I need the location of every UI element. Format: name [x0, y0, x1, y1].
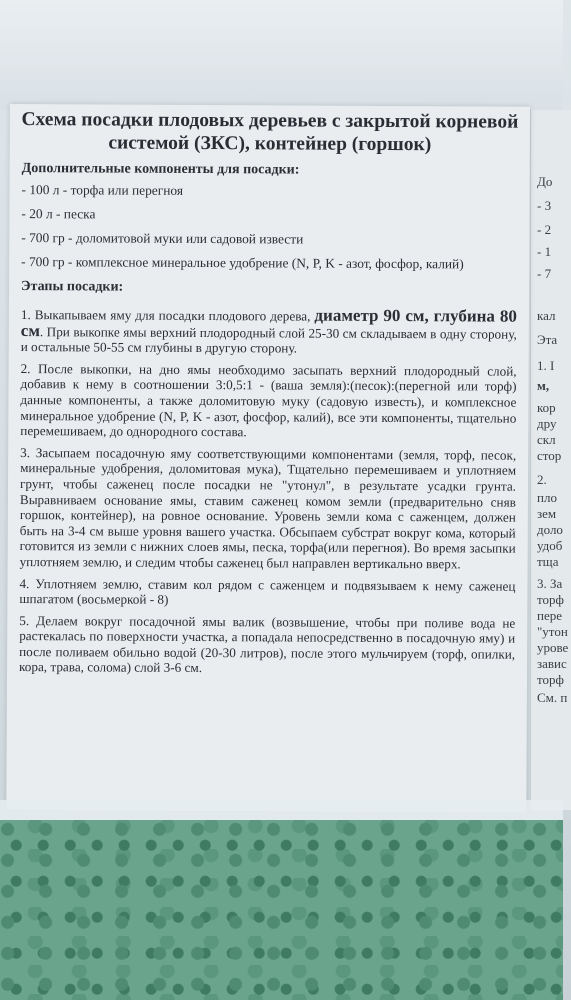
- side-fragment: Эта: [537, 332, 558, 347]
- side-fragment: тща: [537, 554, 559, 569]
- component-item: - 700 гр - доломитовой муки или садовой извести: [21, 230, 304, 247]
- planting-instructions-sheet: [6, 104, 530, 813]
- side-fragment: "утон: [537, 624, 568, 639]
- side-fragment: 3. За: [537, 576, 563, 591]
- step-3: 3. Засыпаем посадочную яму соответствующими компонентами (земля, торф, песок, минеральные удобрения, доломитовая мука), Тщательно перемешиваем и уплотняем грунт, чтобы саженец после посадки не "утонул", в результате усадки грунта. Выравниваем основание ямы, ставим саженец комом земли (предварительно сняв горшок, контейнер), на ровное основание. Уровень земли кома с саженцем, должен быть на 3-4 см выше уровня вашего участка. Обсыпаем субстрат вокруг кома, который готовится из земли с нижних слоев ямы, песка, торфа(или перегноя). Во время засыпки уплотняем землю, и следим чтобы саженец был направлен вертикально вверх.: [19, 444, 517, 572]
- side-fragment: скл: [537, 432, 556, 447]
- component-item: - 700 гр - комплексное минеральное удобрение (N, P, K - азот, фосфор, калий): [21, 254, 464, 272]
- side-fragment: - 3: [537, 198, 552, 213]
- side-fragment: 2.: [537, 472, 547, 487]
- components-heading: Дополнительные компоненты для посадки:: [21, 161, 300, 178]
- side-fragment: дру: [537, 416, 557, 431]
- side-fragment: кор: [537, 400, 556, 415]
- side-fragment: пере: [537, 608, 562, 623]
- step-1-suffix: . При выкопке ямы верхний плодородный слой 25-30 см складываем в одну сторону, и остальные 50-55 см глубины в другую сторону.: [20, 323, 517, 356]
- step-1-prefix: 1. Выкапываем яму для посадки плодового дерева,: [20, 307, 311, 324]
- side-fragment: - 2: [537, 222, 552, 237]
- step-1-dimensions: диаметр 90 см, глубина 80 см: [20, 305, 517, 340]
- notice-board-surface: [0, 820, 563, 1000]
- side-fragment: м,: [537, 378, 550, 393]
- step-1: [21, 306, 517, 357]
- side-fragment: 1. I: [537, 358, 555, 373]
- component-item: - 20 л - песка: [21, 206, 96, 222]
- document-title: Схема посадки плодовых деревьев с закрытой корневой системой (ЗКС), контейнер (горшок): [21, 109, 519, 156]
- side-fragment: кал: [537, 308, 556, 323]
- side-fragment: - 7: [537, 266, 552, 281]
- step-5: 5. Делаем вокруг посадочной ямы валик (возвышение, чтобы при поливе вода не растекалась по поверхности участка, а попадала непосредственно в посадочную яму) и после поливаем обильно водой (20-30 литров), после этого мульчируем (торф, опилки, кора, трава, солома) слой 3-6 см.: [19, 612, 516, 676]
- side-fragment: торф: [537, 592, 564, 607]
- side-fragment: пло: [537, 490, 557, 505]
- side-fragment: урове: [537, 640, 569, 655]
- side-fragment: завис: [537, 656, 567, 671]
- side-fragment: См. п: [537, 690, 568, 705]
- side-fragment: - 1: [537, 244, 552, 259]
- glass-reflection: [0, 0, 563, 110]
- side-fragment: До: [537, 174, 553, 189]
- side-fragment: удоб: [537, 538, 563, 553]
- step-4: 4. Уплотняем землю, ставим кол рядом с саженцем и подвязываем к нему саженец шпагатом (восьмеркой - 8): [19, 575, 516, 607]
- component-item: - 100 л - торфа или перегноя: [21, 182, 184, 198]
- side-fragment: торф: [537, 672, 564, 687]
- stages-heading: Этапы посадки:: [21, 279, 124, 295]
- side-fragment: доло: [537, 522, 563, 537]
- side-fragment: стор: [537, 448, 562, 463]
- side-fragment: зем: [537, 506, 557, 521]
- step-2: 2. После выкопки, на дно ямы необходимо засыпать верхний плодородный слой, добавив к нему в соотношении 3:0,5:1 - (ваша земля):(песок):(перегной или торф) данные компоненты, а также доломитовую муку (садовую известь), и комплексное минеральное удобрение (N, P, K - азот, фосфор, калий), все эти компоненты, тщательно перемешиваем, до однородного состава.: [20, 360, 517, 440]
- adjacent-notice-sheet: [530, 110, 571, 810]
